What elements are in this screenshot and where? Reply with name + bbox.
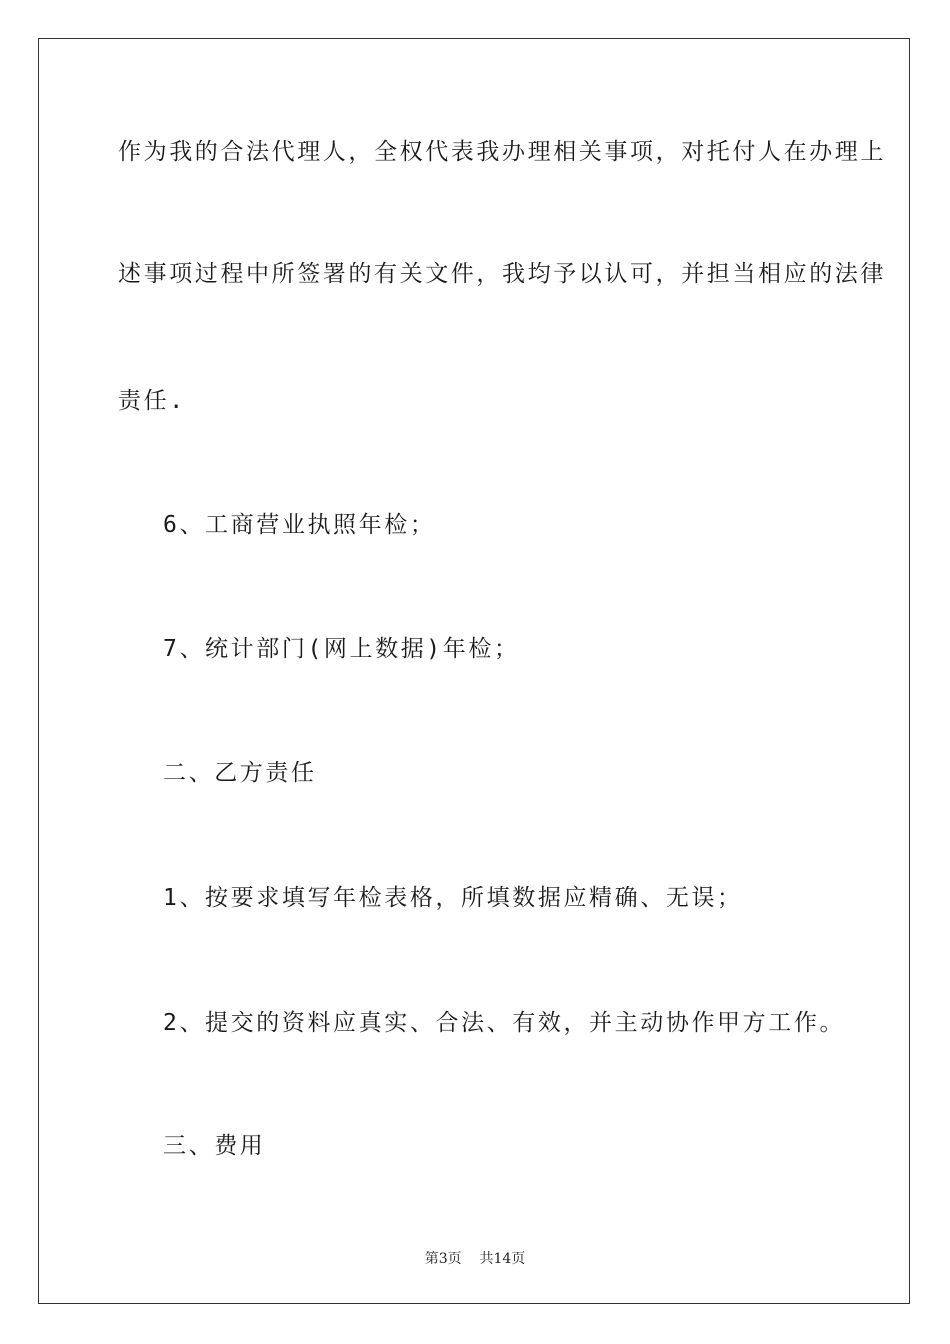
page-number-footer: 第3页 共14页 [424,1251,526,1267]
list-item: 6、工商营业执照年检； [163,512,436,538]
body-line: 述事项过程中所签署的有关文件，我均予以认可，并担当相应的法律 [118,261,886,287]
page-border [38,38,910,1304]
list-item: 2、提交的资料应真实、合法、有效，并主动协作甲方工作。 [163,1010,846,1036]
body-line: 责任. [118,388,186,414]
section-heading: 二、乙方责任 [163,760,317,786]
list-item: 7、统计部门(网上数据)年检； [163,636,520,662]
body-line: 作为我的合法代理人，全权代表我办理相关事项，对托付人在办理上 [118,139,886,165]
section-heading: 三、费用 [163,1133,266,1159]
list-item: 1、按要求填写年检表格，所填数据应精确、无误； [163,885,743,911]
